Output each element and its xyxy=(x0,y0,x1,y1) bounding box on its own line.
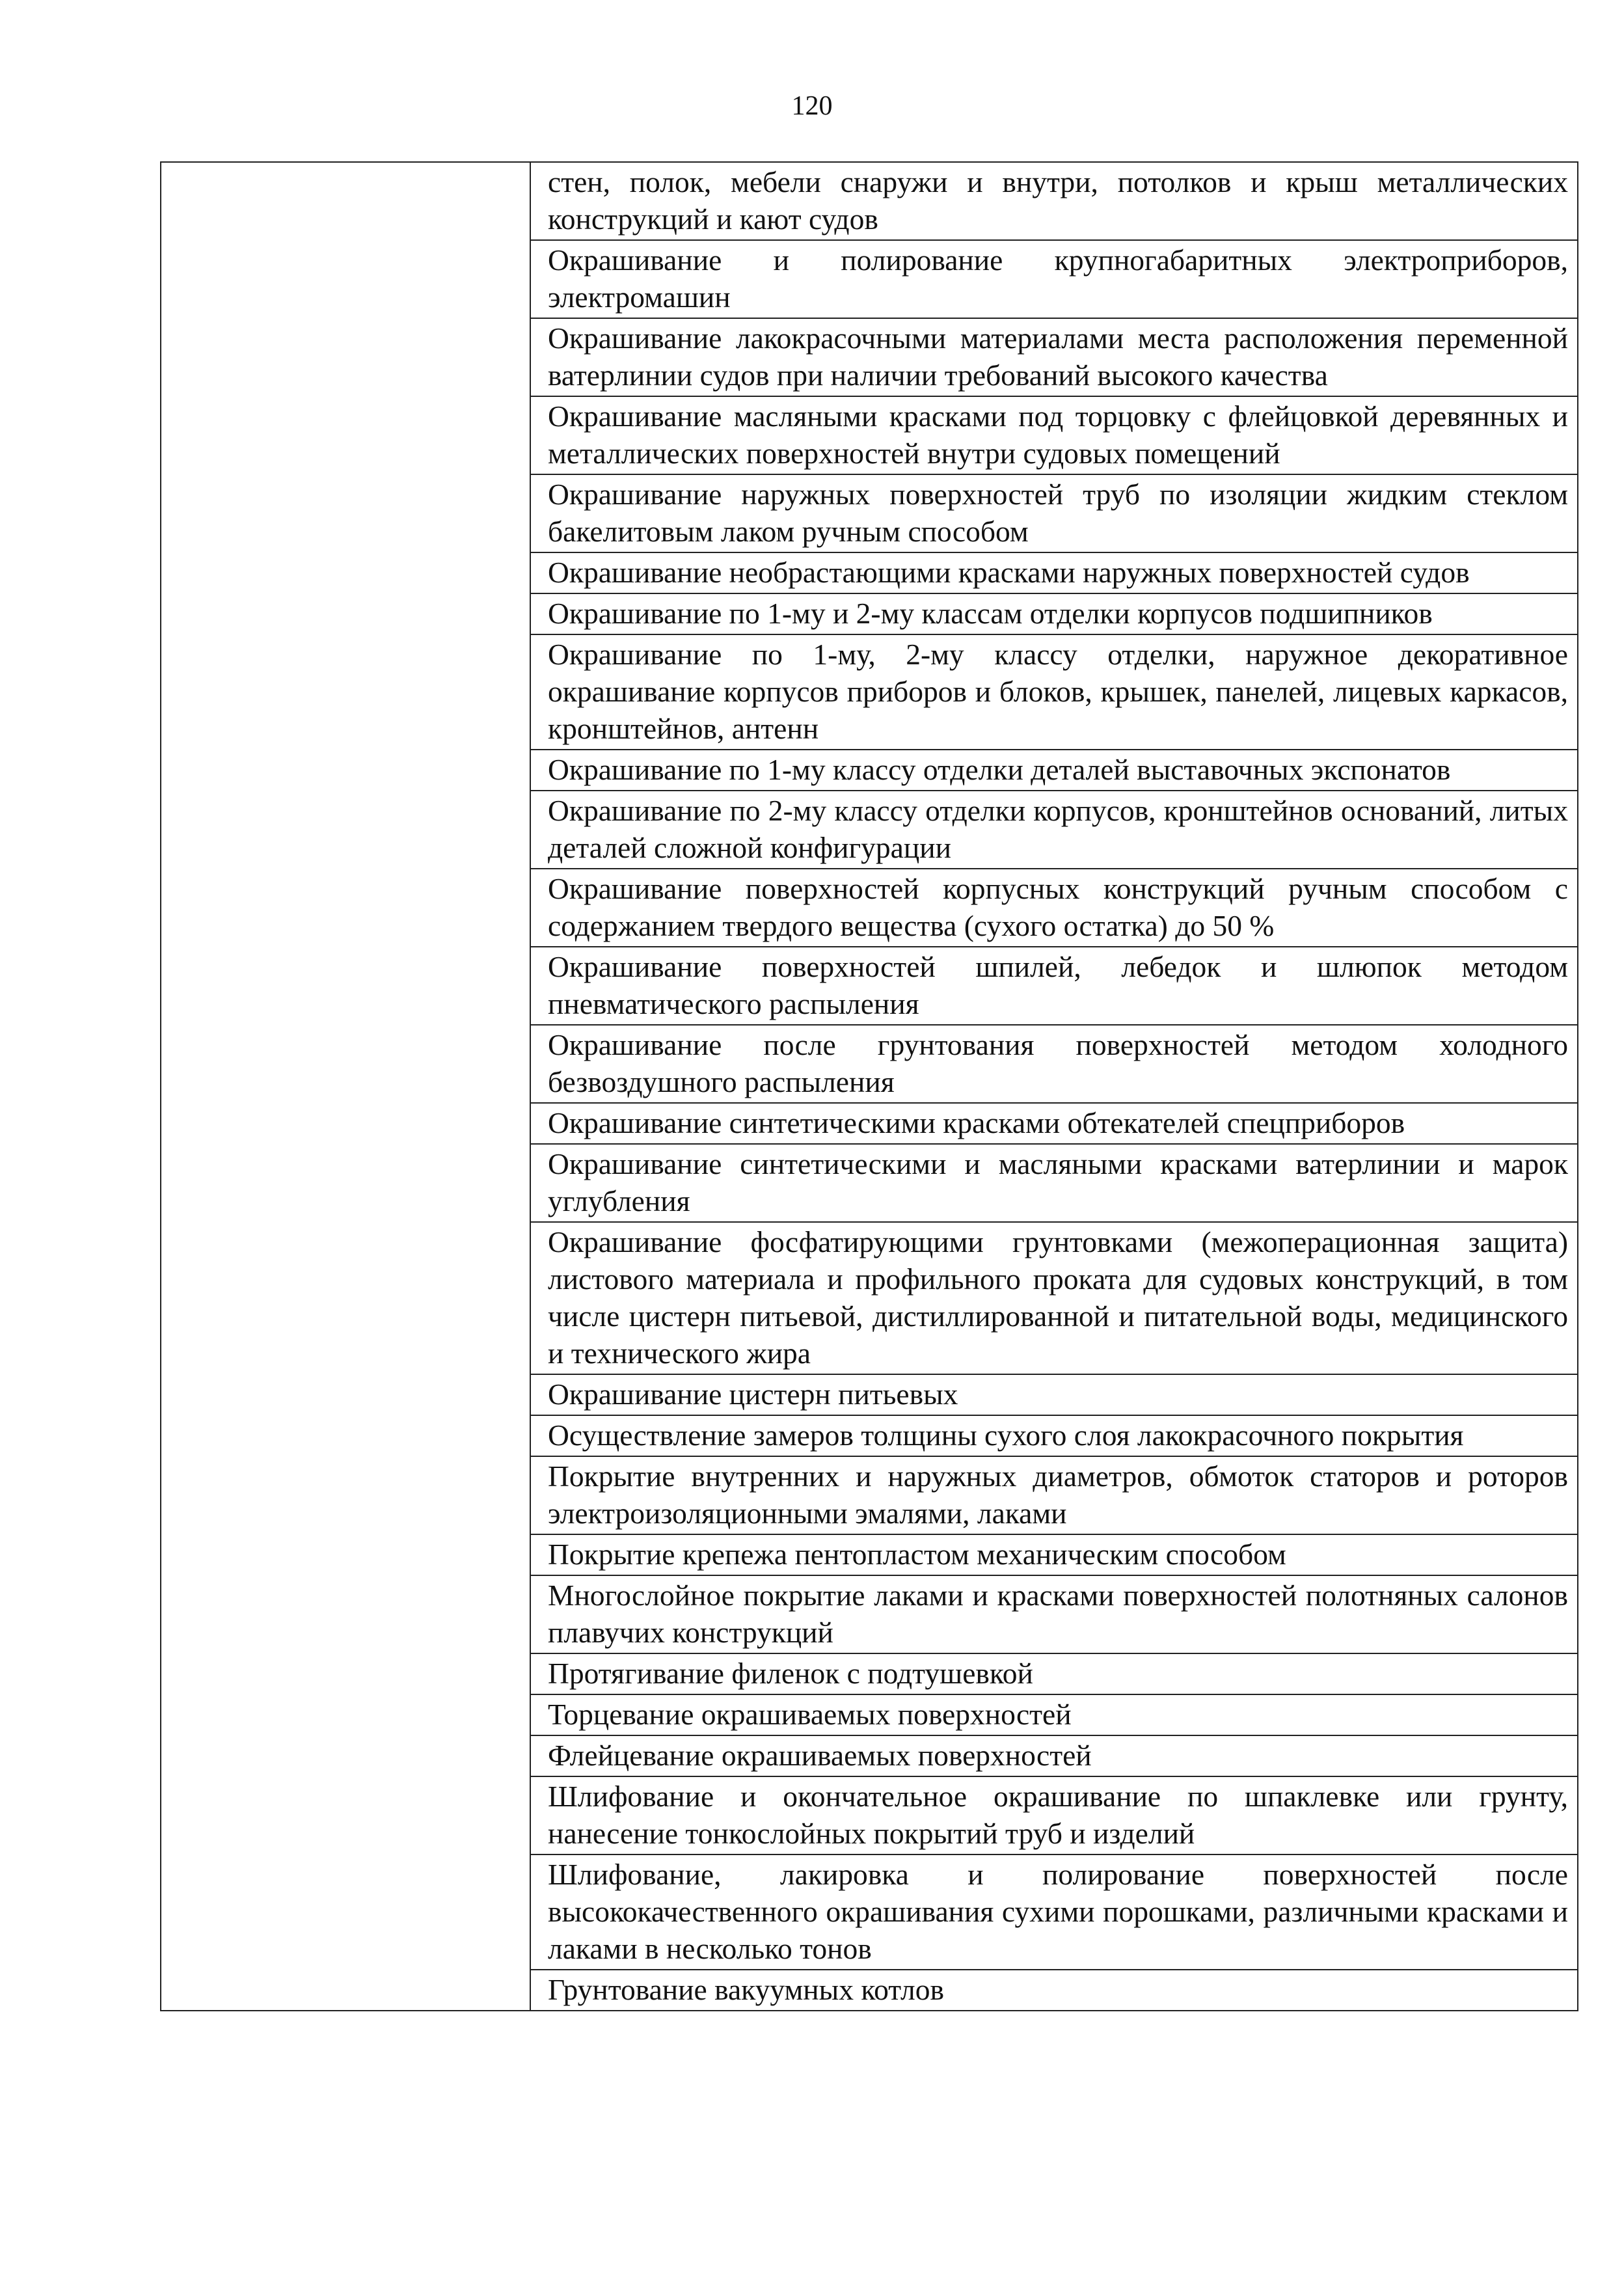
table-row: Окрашивание по 1-му, 2-му классу отделки, наружное декоративное окрашивание корпусов приборов и блоков, крышек, панелей, лицевых каркасов, кронштейнов, антенн xyxy=(531,634,1577,749)
table-row: Флейцевание окрашиваемых поверхностей xyxy=(531,1735,1577,1776)
table-row: стен, полок, мебели снаружи и внутри, потолков и крыш металлических конструкций и кают судов xyxy=(548,165,1568,236)
table-row: Протягивание филенок с подтушевкой xyxy=(531,1653,1577,1694)
table-row: Окрашивание поверхностей шпилей, лебедок и шлюпок методом пневматического распыления xyxy=(531,946,1577,1024)
table-row: Грунтование вакуумных котлов xyxy=(531,1969,1577,2010)
table-row: Окрашивание после грунтования поверхностей методом холодного безвоздушного распыления xyxy=(531,1024,1577,1102)
table-left-column xyxy=(161,163,531,2010)
table-row: Окрашивание по 2-му классу отделки корпусов, кронштейнов оснований, литых деталей сложной конфигурации xyxy=(531,790,1577,868)
table-row: Окрашивание наружных поверхностей труб по изоляции жидким стеклом бакелитовым лаком ручным способом xyxy=(531,474,1577,552)
table-row: Окрашивание цистерн питьевых xyxy=(531,1374,1577,1415)
table-row: Окрашивание поверхностей корпусных конструкций ручным способом с содержанием твердого вещества (сухого остатка) до 50 % xyxy=(531,868,1577,946)
page-number: 120 xyxy=(791,91,833,121)
table-row: Окрашивание необрастающими красками наружных поверхностей судов xyxy=(531,552,1577,593)
table-row: Окрашивание по 1-му и 2-му классам отделки корпусов подшипников xyxy=(531,593,1577,634)
table-row: Окрашивание по 1-му классу отделки деталей выставочных экспонатов xyxy=(531,749,1577,790)
table-row: Окрашивание и полирование крупногабаритных электроприборов, электромашин xyxy=(531,239,1577,318)
table-row: Торцевание окрашиваемых поверхностей xyxy=(531,1694,1577,1735)
table-row: Окрашивание лакокрасочными материалами места расположения переменной ватерлинии судов при наличии требований высокого качества xyxy=(531,318,1577,396)
table-row: Окрашивание фосфатирующими грунтовками (межоперационная защита) листового материала и профильного проката для судовых конструкций, в том числе цистерн питьевой, дистиллированной и питательной воды, медицинского и технического жира xyxy=(531,1221,1577,1374)
table-row: Многослойное покрытие лаками и красками поверхностей полотняных салонов плавучих конструкций xyxy=(531,1575,1577,1653)
table-row: Окрашивание синтетическими и масляными красками ватерлинии и марок углубления xyxy=(531,1143,1577,1221)
table-right-column xyxy=(531,163,1577,2010)
table-row: Осуществление замеров толщины сухого слоя лакокрасочного покрытия xyxy=(531,1415,1577,1456)
table-row: Окрашивание синтетическими красками обтекателей спецприборов xyxy=(531,1102,1577,1143)
table-row: Покрытие крепежа пентопластом механическим способом xyxy=(531,1534,1577,1575)
table-row: Окрашивание масляными красками под торцовку с флейцовкой деревянных и металлических поверхностей внутри судовых помещений xyxy=(531,396,1577,474)
table-row: Покрытие внутренних и наружных диаметров, обмоток статоров и роторов электроизоляционными эмалями, лаками xyxy=(531,1456,1577,1534)
table-row: Шлифование и окончательное окрашивание по шпаклевке или грунту, нанесение тонкослойных покрытий труб и изделий xyxy=(531,1776,1577,1854)
work-types-table xyxy=(160,161,1578,2011)
table-row: Шлифование, лакировка и полирование поверхностей после высококачественного окрашивания сухими порошками, различными красками и лаками в несколько тонов xyxy=(531,1854,1577,1969)
